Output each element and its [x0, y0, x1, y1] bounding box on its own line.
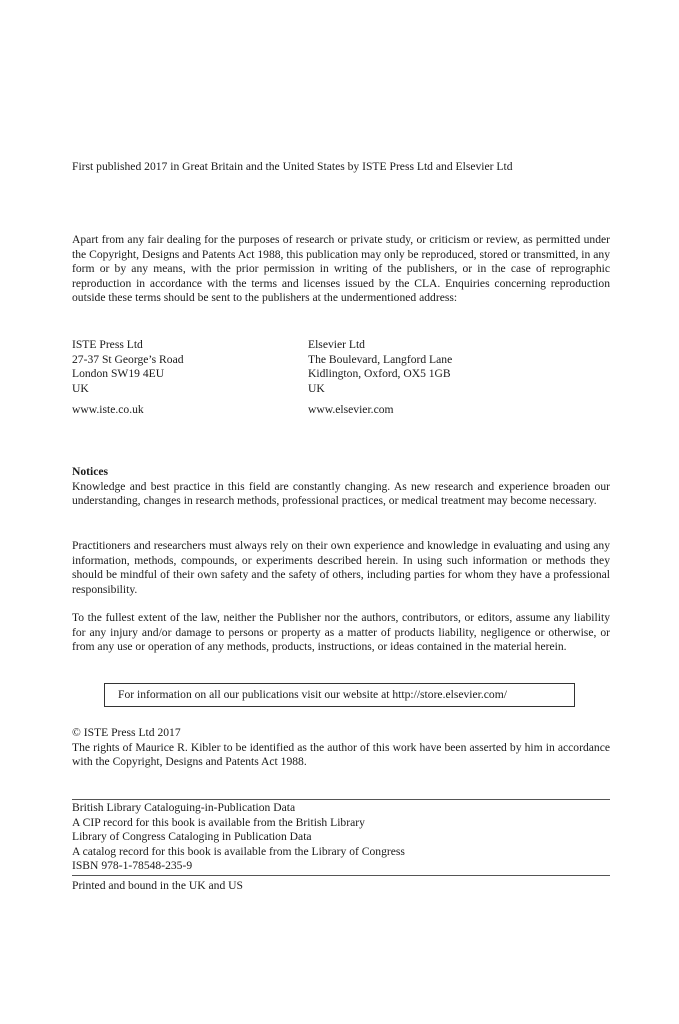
- copyright-line: © ISTE Press Ltd 2017: [72, 726, 181, 739]
- printed-line: Printed and bound in the UK and US: [72, 875, 610, 894]
- catalog-line: British Library Cataloguing-in-Publication Data: [72, 801, 296, 814]
- isbn: ISBN 978-1-78548-235-9: [72, 859, 193, 873]
- elsevier-address: [308, 338, 538, 418]
- notices-heading: Notices: [72, 465, 109, 478]
- publisher-country: UK: [72, 381, 89, 395]
- publisher-city: London SW19 4EU: [72, 367, 165, 381]
- iste-website: www.iste.co.uk: [72, 403, 144, 417]
- cataloguing-data: [72, 799, 610, 874]
- publisher-street: The Boulevard, Langford Lane: [308, 352, 453, 366]
- publisher-name: ISTE Press Ltd: [72, 338, 143, 351]
- copyright-section: [72, 726, 610, 770]
- notices-paragraph: Knowledge and best practice in this field are constantly changing. As new research and experience broaden our understanding, changes in research methods, professional practices, or medical treatment may become necessary.: [72, 479, 610, 508]
- first-published-line: First published 2017 in Great Britain and the United States by ISTE Press Ltd and Elsevier Ltd: [72, 160, 513, 173]
- catalog-line: A catalog record for this book is available from the Library of Congress: [72, 844, 405, 858]
- elsevier-website: www.elsevier.com: [308, 403, 394, 417]
- catalog-line: A CIP record for this book is available from the British Library: [72, 815, 365, 829]
- rights-statement: Apart from any fair dealing for the purposes of research or private study, or criticism or review, as permitted under the Copyright, Designs and Patents Act 1988, this publication may only be reproduced, stored or transmitted, in any form or by any means, with the prior permission in writing of the publishers, or in the case of reprographic reproduction in accordance with the terms and licenses issued by the CLA. Enquiries concerning reproduction outside these terms should be sent to the publishers at the undermentioned address:: [72, 233, 610, 305]
- publisher-addresses: [72, 338, 610, 418]
- notices-paragraph: To the fullest extent of the law, neither the Publisher nor the authors, contributors, or editors, assume any liability for any injury and/or damage to persons or property as a matter of products liability, negligence or otherwise, or from any use or operation of any methods, products, instructions, or ideas contained in the material herein.: [72, 611, 610, 654]
- notices-section: [72, 465, 610, 509]
- iste-address: [72, 338, 302, 418]
- publisher-name: Elsevier Ltd: [308, 338, 365, 351]
- publisher-street: 27-37 St George’s Road: [72, 352, 184, 366]
- author-rights-statement: The rights of Maurice R. Kibler to be identified as the author of this work have been asserted by him in accordance with the Copyright, Designs and Patents Act 1988.: [72, 740, 610, 769]
- publications-info-box: For information on all our publications visit our website at http://store.elsevier.com/: [104, 683, 575, 707]
- catalog-line: Library of Congress Cataloging in Publication Data: [72, 830, 312, 844]
- publisher-country: UK: [308, 381, 325, 395]
- notices-paragraph: Practitioners and researchers must always rely on their own experience and knowledge in evaluating and using any information, methods, compounds, or experiments described herein. In using such information or methods they should be mindful of their own safety and the safety of others, including parties for whom they have a professional responsibility.: [72, 539, 610, 596]
- publisher-city: Kidlington, Oxford, OX5 1GB: [308, 367, 451, 381]
